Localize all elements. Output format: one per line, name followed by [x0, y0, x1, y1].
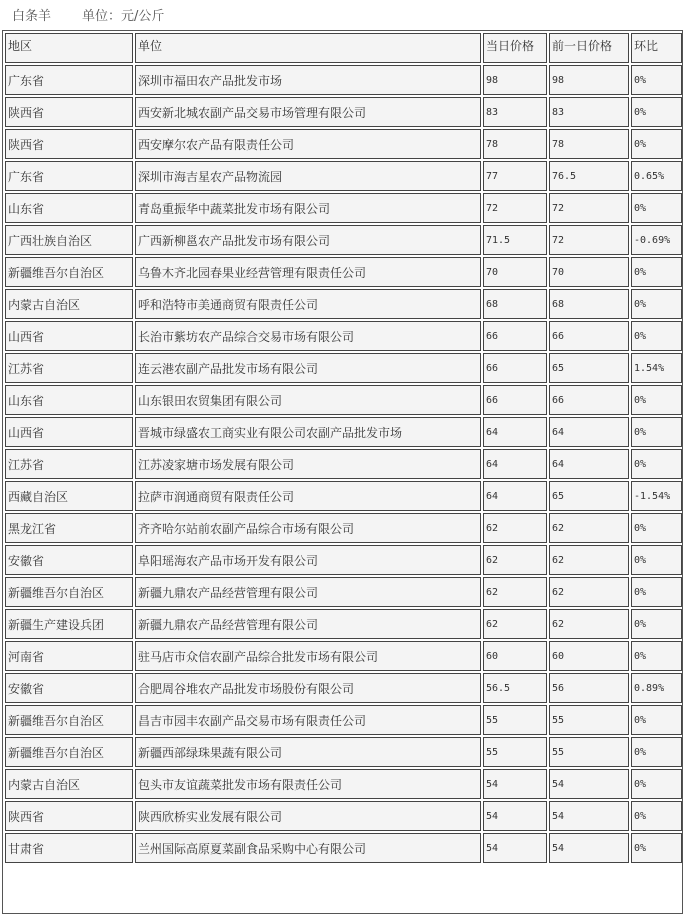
table-row — [5, 321, 682, 351]
cell-prev-price: 98 — [549, 65, 629, 95]
cell-today-price: 66 — [483, 385, 547, 415]
cell-prev-price: 62 — [549, 545, 629, 575]
cell-prev-price: 55 — [549, 705, 629, 735]
cell-today-price: 54 — [483, 769, 547, 799]
table-row — [5, 737, 682, 767]
cell-company: 青岛重振华中蔬菜批发市场有限公司 — [135, 193, 481, 223]
cell-prev-price: 56 — [549, 673, 629, 703]
cell-change: 0% — [631, 609, 682, 639]
cell-company: 呼和浩特市美通商贸有限责任公司 — [135, 289, 481, 319]
cell-change: -0.69% — [631, 225, 682, 255]
table-row — [5, 609, 682, 639]
cell-company: 昌吉市园丰农副产品交易市场有限责任公司 — [135, 705, 481, 735]
cell-prev-price: 62 — [549, 609, 629, 639]
cell-region: 山西省 — [5, 417, 133, 447]
cell-region: 广东省 — [5, 65, 133, 95]
cell-prev-price: 65 — [549, 353, 629, 383]
price-table-body — [5, 33, 682, 863]
cell-prev-price: 64 — [549, 417, 629, 447]
cell-today-price: 72 — [483, 193, 547, 223]
cell-prev-price: 76.5 — [549, 161, 629, 191]
cell-region: 安徽省 — [5, 673, 133, 703]
cell-change: 0% — [631, 641, 682, 671]
cell-region: 江苏省 — [5, 449, 133, 479]
table-row — [5, 225, 682, 255]
cell-company: 西安摩尔农产品有限责任公司 — [135, 129, 481, 159]
cell-today-price: 64 — [483, 449, 547, 479]
cell-company: 拉萨市润通商贸有限责任公司 — [135, 481, 481, 511]
table-header-row — [5, 33, 682, 63]
cell-company: 阜阳瑶海农产品市场开发有限公司 — [135, 545, 481, 575]
cell-change: 0% — [631, 321, 682, 351]
table-row — [5, 161, 682, 191]
cell-prev-price: 72 — [549, 193, 629, 223]
cell-change: 0% — [631, 449, 682, 479]
cell-change: 0% — [631, 705, 682, 735]
cell-region: 广西壮族自治区 — [5, 225, 133, 255]
table-row — [5, 129, 682, 159]
cell-company: 广西新柳邕农产品批发市场有限公司 — [135, 225, 481, 255]
cell-today-price: 54 — [483, 833, 547, 863]
cell-prev-price: 83 — [549, 97, 629, 127]
cell-region: 陕西省 — [5, 129, 133, 159]
cell-change: 0% — [631, 193, 682, 223]
table-row — [5, 289, 682, 319]
table-row — [5, 769, 682, 799]
cell-company: 驻马店市众信农副产品综合批发市场有限公司 — [135, 641, 481, 671]
header-company: 单位 — [135, 33, 481, 63]
cell-today-price: 62 — [483, 513, 547, 543]
cell-company: 西安新北城农副产品交易市场管理有限公司 — [135, 97, 481, 127]
cell-company: 新疆西部绿珠果蔬有限公司 — [135, 737, 481, 767]
unit-label: 单位：元/公斤 — [82, 9, 165, 24]
table-row — [5, 257, 682, 287]
table-row — [5, 65, 682, 95]
cell-region: 山东省 — [5, 385, 133, 415]
cell-today-price: 55 — [483, 737, 547, 767]
cell-prev-price: 66 — [549, 385, 629, 415]
price-table-frame — [2, 30, 683, 914]
cell-prev-price: 65 — [549, 481, 629, 511]
cell-region: 江苏省 — [5, 353, 133, 383]
cell-company: 深圳市海吉星农产品物流园 — [135, 161, 481, 191]
cell-today-price: 60 — [483, 641, 547, 671]
cell-change: 0% — [631, 417, 682, 447]
table-row — [5, 577, 682, 607]
cell-change: 0% — [631, 769, 682, 799]
cell-prev-price: 70 — [549, 257, 629, 287]
cell-today-price: 77 — [483, 161, 547, 191]
cell-region: 新疆维吾尔自治区 — [5, 257, 133, 287]
table-row — [5, 417, 682, 447]
table-row — [5, 833, 682, 863]
cell-prev-price: 68 — [549, 289, 629, 319]
cell-today-price: 66 — [483, 321, 547, 351]
cell-region: 甘肃省 — [5, 833, 133, 863]
header-region: 地区 — [5, 33, 133, 63]
cell-change: 0.89% — [631, 673, 682, 703]
cell-change: -1.54% — [631, 481, 682, 511]
cell-prev-price: 62 — [549, 577, 629, 607]
cell-today-price: 54 — [483, 801, 547, 831]
price-table — [3, 31, 684, 865]
table-row — [5, 673, 682, 703]
cell-prev-price: 66 — [549, 321, 629, 351]
table-row — [5, 385, 682, 415]
cell-change: 1.54% — [631, 353, 682, 383]
cell-change: 0% — [631, 737, 682, 767]
cell-prev-price: 54 — [549, 801, 629, 831]
cell-today-price: 62 — [483, 609, 547, 639]
cell-region: 陕西省 — [5, 97, 133, 127]
cell-change: 0% — [631, 257, 682, 287]
cell-prev-price: 78 — [549, 129, 629, 159]
cell-today-price: 98 — [483, 65, 547, 95]
cell-company: 合肥周谷堆农产品批发市场股份有限公司 — [135, 673, 481, 703]
cell-change: 0% — [631, 65, 682, 95]
cell-today-price: 78 — [483, 129, 547, 159]
table-row — [5, 545, 682, 575]
cell-change: 0% — [631, 97, 682, 127]
header-prev-price: 前一日价格 — [549, 33, 629, 63]
cell-today-price: 62 — [483, 577, 547, 607]
cell-region: 山东省 — [5, 193, 133, 223]
cell-company: 深圳市福田农产品批发市场 — [135, 65, 481, 95]
cell-prev-price: 60 — [549, 641, 629, 671]
cell-company: 乌鲁木齐北园春果业经营管理有限责任公司 — [135, 257, 481, 287]
table-row — [5, 801, 682, 831]
cell-today-price: 71.5 — [483, 225, 547, 255]
cell-today-price: 64 — [483, 481, 547, 511]
table-caption — [12, 8, 164, 26]
cell-change: 0% — [631, 577, 682, 607]
cell-change: 0% — [631, 513, 682, 543]
cell-company: 陕西欣桥实业发展有限公司 — [135, 801, 481, 831]
cell-company: 山东银田农贸集团有限公司 — [135, 385, 481, 415]
cell-prev-price: 54 — [549, 833, 629, 863]
cell-region: 广东省 — [5, 161, 133, 191]
cell-region: 西藏自治区 — [5, 481, 133, 511]
cell-today-price: 66 — [483, 353, 547, 383]
cell-company: 连云港农副产品批发市场有限公司 — [135, 353, 481, 383]
cell-change: 0% — [631, 801, 682, 831]
cell-region: 山西省 — [5, 321, 133, 351]
cell-company: 晋城市绿盛农工商实业有限公司农副产品批发市场 — [135, 417, 481, 447]
cell-prev-price: 55 — [549, 737, 629, 767]
cell-change: 0% — [631, 545, 682, 575]
cell-company: 兰州国际高原夏菜副食品采购中心有限公司 — [135, 833, 481, 863]
header-change: 环比 — [631, 33, 682, 63]
cell-region: 黑龙江省 — [5, 513, 133, 543]
cell-region: 新疆维吾尔自治区 — [5, 705, 133, 735]
cell-change: 0% — [631, 833, 682, 863]
cell-prev-price: 62 — [549, 513, 629, 543]
cell-prev-price: 72 — [549, 225, 629, 255]
cell-region: 新疆维吾尔自治区 — [5, 577, 133, 607]
cell-company: 齐齐哈尔站前农副产品综合市场有限公司 — [135, 513, 481, 543]
cell-change: 0.65% — [631, 161, 682, 191]
table-row — [5, 97, 682, 127]
cell-region: 内蒙古自治区 — [5, 769, 133, 799]
cell-change: 0% — [631, 289, 682, 319]
product-name: 白条羊 — [12, 9, 52, 24]
cell-prev-price: 64 — [549, 449, 629, 479]
table-row — [5, 193, 682, 223]
cell-company: 包头市友谊蔬菜批发市场有限责任公司 — [135, 769, 481, 799]
cell-today-price: 55 — [483, 705, 547, 735]
header-today-price: 当日价格 — [483, 33, 547, 63]
table-row — [5, 513, 682, 543]
table-row — [5, 641, 682, 671]
table-row — [5, 705, 682, 735]
cell-prev-price: 54 — [549, 769, 629, 799]
cell-region: 安徽省 — [5, 545, 133, 575]
cell-today-price: 70 — [483, 257, 547, 287]
cell-today-price: 83 — [483, 97, 547, 127]
cell-today-price: 68 — [483, 289, 547, 319]
cell-company: 新疆九鼎农产品经营管理有限公司 — [135, 609, 481, 639]
cell-region: 内蒙古自治区 — [5, 289, 133, 319]
cell-company: 江苏凌家塘市场发展有限公司 — [135, 449, 481, 479]
table-row — [5, 353, 682, 383]
cell-today-price: 56.5 — [483, 673, 547, 703]
cell-today-price: 62 — [483, 545, 547, 575]
cell-region: 陕西省 — [5, 801, 133, 831]
cell-region: 新疆生产建设兵团 — [5, 609, 133, 639]
cell-region: 新疆维吾尔自治区 — [5, 737, 133, 767]
cell-today-price: 64 — [483, 417, 547, 447]
cell-company: 新疆九鼎农产品经营管理有限公司 — [135, 577, 481, 607]
table-row — [5, 449, 682, 479]
cell-change: 0% — [631, 129, 682, 159]
cell-company: 长治市紫坊农产品综合交易市场有限公司 — [135, 321, 481, 351]
cell-change: 0% — [631, 385, 682, 415]
table-row — [5, 481, 682, 511]
cell-region: 河南省 — [5, 641, 133, 671]
